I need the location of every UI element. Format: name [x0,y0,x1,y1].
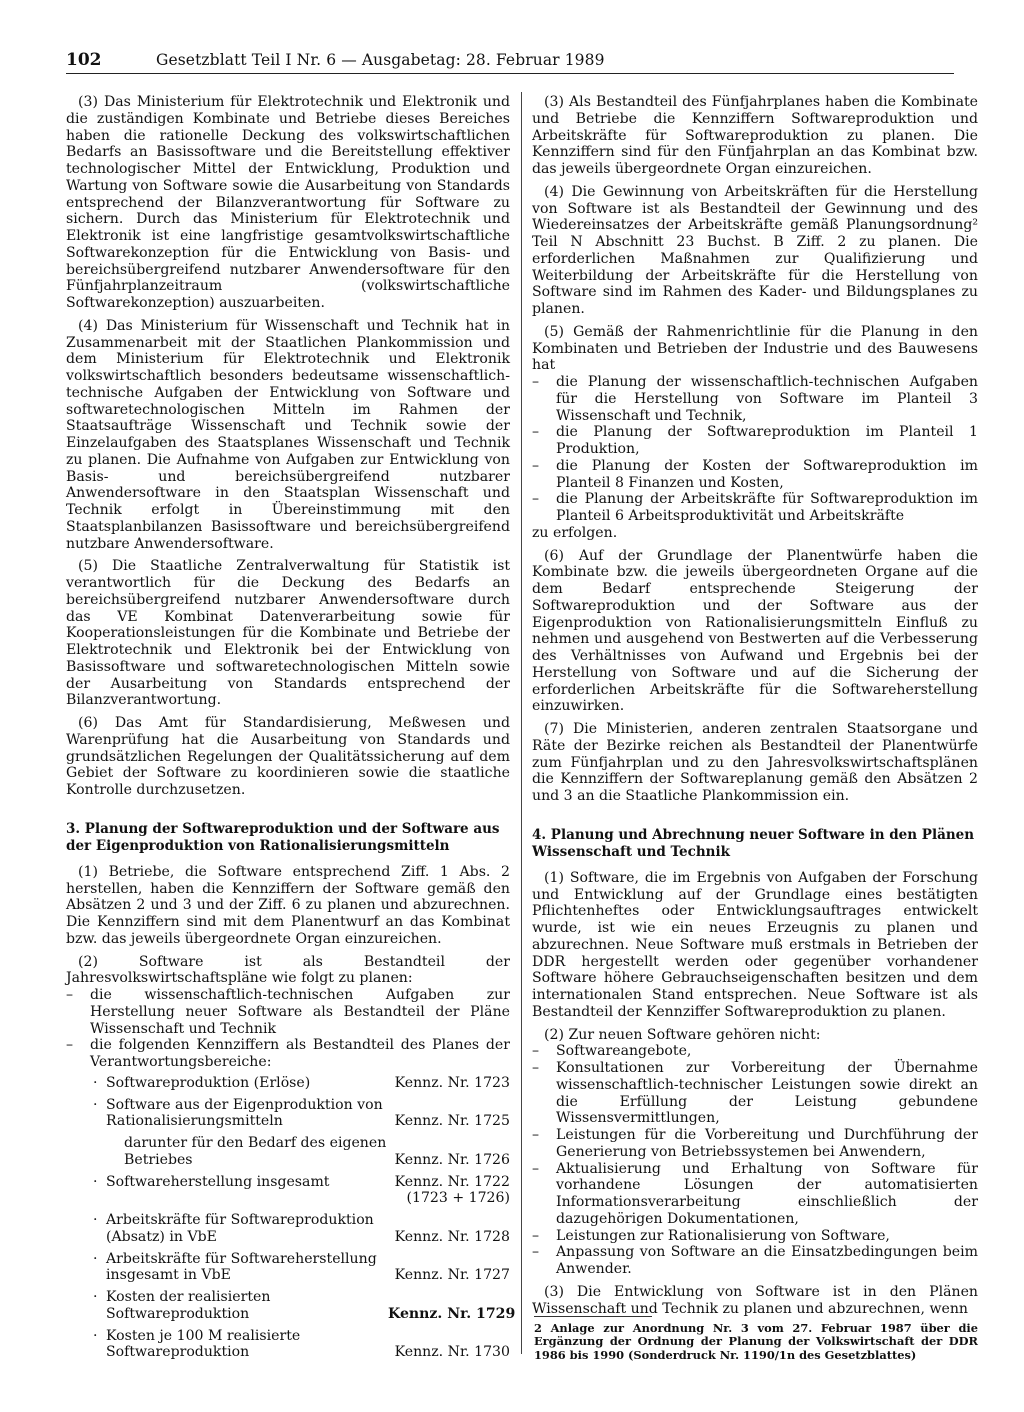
kennziffer-number: Kennz. Nr. 1729 [388,1305,516,1322]
kennziffer-number: Kennz. Nr. 1728 [394,1228,510,1245]
list-item: – Aktualisierung und Erhaltung von Software für vorhandene Lösungen der automatisierten Informationsverarbeitung einschließlich der dazugehörigen Dokumentationen, [532,1161,978,1228]
kennziffer-row: · Arbeitskräfte für Softwareherstellung insgesamt in VbE Kennz. Nr. 1727 [93,1250,510,1284]
list-item: – Leistungen für die Vorbereitung und Durchführung der Generierung von Betriebssystemen bei Anwendern, [532,1127,978,1161]
right-paragraph-5-outro: zu erfolgen. [532,524,618,541]
page-number: 102 [66,50,102,70]
kennziffer-number: Kennz. Nr. 1727 [394,1267,510,1284]
kennziffer-label: darunter für den Bedarf des eigenen Betriebes [124,1135,387,1168]
list-item: – die Planung der Softwareproduktion im Planteil 1 Produktion, [532,424,978,458]
left-paragraph-6: (6) Das Amt für Standardisierung, Meßwesen und Warenprüfung hat die Ausarbeitung von Standards und grundsätzlichen Regelungen der Qualitätssicherung auf dem Gebiet der Software zu koordinieren sowie die staatliche Kontrolle durchzusetzen. [66,715,510,798]
list-item: – die Planung der wissenschaftlich-technischen Aufgaben für die Herstellung von Software im Planteil 3 Wissenschaft und Technik, [532,374,978,424]
kennziffer-number: Kennz. Nr. 1722 [394,1173,510,1190]
kennziffer-row: · Kosten der realisierten Softwareproduktion Kennz. Nr. 1729 [93,1289,516,1322]
list-item: – Leistungen zur Rationalisierung von Software, [532,1228,978,1245]
section-3-paragraph-1: (1) Betriebe, die Software entsprechend Ziff. 1 Abs. 2 herstellen, haben die Kennziffern der Software gemäß den Absätzen 2 und 3 und der Ziff. 6 zu planen und abzurechnen. Die Kennziffern sind mit dem Planentwurf an das Kombinat bzw. das jeweils übergeordnete Organ einzureichen. [66,863,510,947]
left-paragraph-4: (4) Das Ministerium für Wissenschaft und Technik hat in Zusammenarbeit mit der Staatlichen Plankommission und dem Ministerium für Elektrotechnik und Elektronik volkswirtschaftlich besonders bedeutsame wissenschaftlich-technische Aufgaben der Entwicklung von Software und softwaretechnologischen Mitteln im Rahmen der Staatsaufträge Wissenschaft und Technik sowie der Einzelaufgaben des Staatsplanes Wissenschaft und Technik zu planen. Die Aufnahme von Aufgaben zur Entwicklung von Basis- und bereichsübergreifend nutzbarer Anwendersoftware in den Staatsplan Wissenschaft und Technik erfolgt in Übereinstimmung mit den Staatsplanbilanzen Basissoftware und bereichsübergreifend nutzbare Anwendersoftware. [66,317,510,552]
kennziffer-number: Kennz. Nr. 1726 [394,1151,510,1168]
left-column [66,94,516,1366]
right-paragraph-5-intro: (5) Gemäß der Rahmenrichtlinie für die Planung in den Kombinaten und Betrieben der Industrie und des Bauwesens hat [532,323,978,374]
list-item: – Konsultationen zur Vorbereitung der Übernahme wissenschaftlich-technischer Leistungen sowie direkt an die Erfüllung der Leistung gebundene Wissensvermittlungen, [532,1060,978,1127]
running-title: Gesetzblatt Teil I Nr. 6 — Ausgabetag: 28. Februar 1989 [156,51,605,69]
right-paragraph-6: (6) Auf der Grundlage der Planentwürfe haben die Kombinate bzw. die jeweils übergeordneten Organe auf die dem Bedarf entsprechende Steigerung der Softwareproduktion und der Software aus der Eigenproduktion von Rationalisierungsmitteln Einfluß zu nehmen und ausgehend von Bestwerten auf die Verbesserung des Verhältnisses von Aufwand und Ergebnis bei der Herstellung von Software und auf die Sicherung der erforderlichen Arbeitskräfte für die Softwareherstellung einzuwirken. [532,547,978,715]
section-4-paragraph-1: (1) Software, die im Ergebnis von Aufgaben der Forschung und Entwicklung auf der Grundlage eines bestätigten Pflichtenheftes oder Entwicklungsauftrages entwickelt wurde, ist wie ein neues Erzeugnis zu planen und abzurechnen. Neue Software muß erstmals in Betrieben der DDR hergestellt werden oder gegenüber vorhandener Software höhere Gebrauchseigenschaften besitzen und dem internationalen Stand entsprechen. Neue Software ist als Bestandteil der Kennziffer Softwareproduktion zu planen. [532,869,978,1020]
right-column [532,94,978,1323]
planteil-dash-list [532,374,978,525]
right-paragraph-4: (4) Die Gewinnung von Arbeitskräften für die Herstellung von Software ist als Bestandteil der Gewinnung und des Wiedereinsatzes der Arbeitskräfte gemäß Planungsordnung² Teil N Abschnitt 23 Buchst. B Ziff. 2 zu planen. Die erforderlichen Maßnahmen zur Qualifizierung und Weiterbildung der Arbeitskräfte für die Herstellung von Software sind im Rahmen des Kader- und Bildungsplanes zu planen. [532,183,978,317]
kennziffer-row [90,1135,510,1169]
section-3-paragraph-2: (2) Software ist als Bestandteil der Jahresvolkswirtschaftspläne wie folgt zu planen: [66,953,510,987]
kennziffer-label: Softwareproduktion (Erlöse) [106,1074,311,1091]
kennziffer-label: Kosten je 100 M realisierte Softwareproduktion [106,1327,301,1361]
list-item: – die Planung der Arbeitskräfte für Softwareproduktion im Planteil 6 Arbeitsproduktivität und Arbeitskräfte [532,491,978,525]
left-paragraph-3: (3) Das Ministerium für Elektrotechnik und Elektronik und die zuständigen Kombinate und Betriebe dieses Bereiches haben die rationelle Deckung des volkswirtschaftlichen Bedarfs an Basissoftware und die Bereitstellung effektiver technologischer Mittel der Entwicklung, Produktion und Wartung von Software sowie die Ausarbeitung von Standards entsprechend der Bilanzverantwortung für Software zu sichern. Durch das Ministerium für Elektrotechnik und Elektronik ist eine langfristige gesamtvolkswirtschaftliche Softwarekonzeption für die Entwicklung von Basis- und bereichsübergreifend nutzbarer Anwendersoftware für den Fünfjahrplanzeitraum (volkswirtschaftliche Softwarekonzeption) auszuarbeiten. [66,94,510,311]
kennziffer-row: · Arbeitskräfte für Softwareproduktion (Absatz) in VbE Kennz. Nr. 1728 [93,1212,510,1245]
kennziffer-number: Kennz. Nr. 1725 [394,1113,510,1130]
footnote-rule [534,1316,652,1317]
list-item: – die wissenschaftlich-technischen Aufgaben zur Herstellung neuer Software als Bestandteil der Pläne Wissenschaft und Technik [66,987,510,1037]
list-item: – Softwareangebote, [532,1043,978,1060]
kennziffer-row: · Software aus der Eigenproduktion von Rationalisierungsmitteln Kennz. Nr. 1725 [93,1096,510,1130]
left-paragraph-5: (5) Die Staatliche Zentralverwaltung für Statistik ist verantwortlich für die Deckung des Bedarfs an bereichsübergreifend nutzbarer Anwendersoftware durch das VE Kombinat Datenverarbeitung sowie für Kooperationsleistungen für die Kombinate und Betriebe der Elektrotechnik und Elektronik bei der Entwicklung von Basissoftware und softwaretechnologischen Mitteln sowie der Ausarbeitung von Standards entsprechend der Bilanzverantwortung. [66,558,510,709]
kennziffer-list [90,1074,516,1361]
kennziffer-row: · Kosten je 100 M realisierte Softwareproduktion Kennz. Nr. 1730 [93,1327,510,1361]
column-divider [521,92,522,1354]
right-paragraph-7: (7) Die Ministerien, anderen zentralen Staatsorgane und Räte der Bezirke reichen als Bestandteil der Planentwürfe zum Fünfjahrplan und zu den Jahresvolkswirtschaftsplänen die Kennziffern der Softwareplanung gemäß den Absätzen 2 und 3 an die Staatliche Plankommission ein. [532,721,978,804]
kennziffer-label: Softwareherstellung insgesamt [106,1173,330,1190]
list-item: – die folgenden Kennziffern als Bestandteil des Planes der Verantwortungsbereiche: [66,1037,510,1071]
section-4-heading: 4. Planung und Abrechnung neuer Software in den Plänen Wissenschaft und Technik [532,826,975,860]
section-4-paragraph-2-intro: (2) Zur neuen Software gehören nicht: [544,1026,821,1043]
kennziffer-label: Arbeitskräfte für Softwareherstellung insgesamt in VbE [106,1250,377,1284]
section-3-heading: 3. Planung der Softwareproduktion und der Software aus der Eigenproduktion von Rationalisierungsmitteln [66,820,500,854]
kennziffer-row: · Softwareherstellung insgesamt Kennz. Nr. 1722 (1723 + 1726) [93,1173,510,1207]
kennziffer-number: Kennz. Nr. 1723 [394,1074,510,1091]
kennziffer-label: Software aus der Eigenproduktion von Rationalisierungsmitteln [106,1096,383,1130]
kennziffer-row: · Softwareproduktion (Erlöse) Kennz. Nr. 1723 [93,1074,510,1091]
list-item: – die Planung der Kosten der Softwareproduktion im Planteil 8 Finanzen und Kosten, [532,458,978,492]
right-paragraph-3: (3) Als Bestandteil des Fünfjahrplanes haben die Kombinate und Betriebe die Kennziffern Softwareproduktion und Arbeitskräfte für Softwareproduktion zu planen. Die Kennziffern sind für den Fünfjahrplan an das Kombinat bzw. das jeweils übergeordnete Organ einzureichen. [532,94,978,177]
kennziffer-formula: (1723 + 1726) [406,1190,510,1207]
section-4-paragraph-3: (3) Die Entwicklung von Software ist in den Plänen Wissenschaft und Technik zu planen und abzurechnen, wenn [532,1283,978,1317]
kennziffer-label: Arbeitskräfte für Softwareproduktion (Absatz) in VbE [106,1212,374,1245]
kennziffer-label: Kosten der realisierten Softwareproduktion [106,1289,271,1322]
section-3-dash-list [66,987,510,1071]
page-header [66,50,954,72]
list-item: – Anpassung von Software an die Einsatzbedingungen beim Anwender. [532,1244,978,1278]
footnote: 2 Anlage zur Anordnung Nr. 3 vom 27. Februar 1987 über die Ergänzung der Ordnung der Planung der Volkswirtschaft der DDR 1986 bis 1990 (Sonderdruck Nr. 1190/1n des Gesetzblattes) [534,1321,978,1362]
exclusion-dash-list [532,1043,978,1278]
kennziffer-number: Kennz. Nr. 1730 [394,1344,510,1361]
header-rule [66,73,954,74]
